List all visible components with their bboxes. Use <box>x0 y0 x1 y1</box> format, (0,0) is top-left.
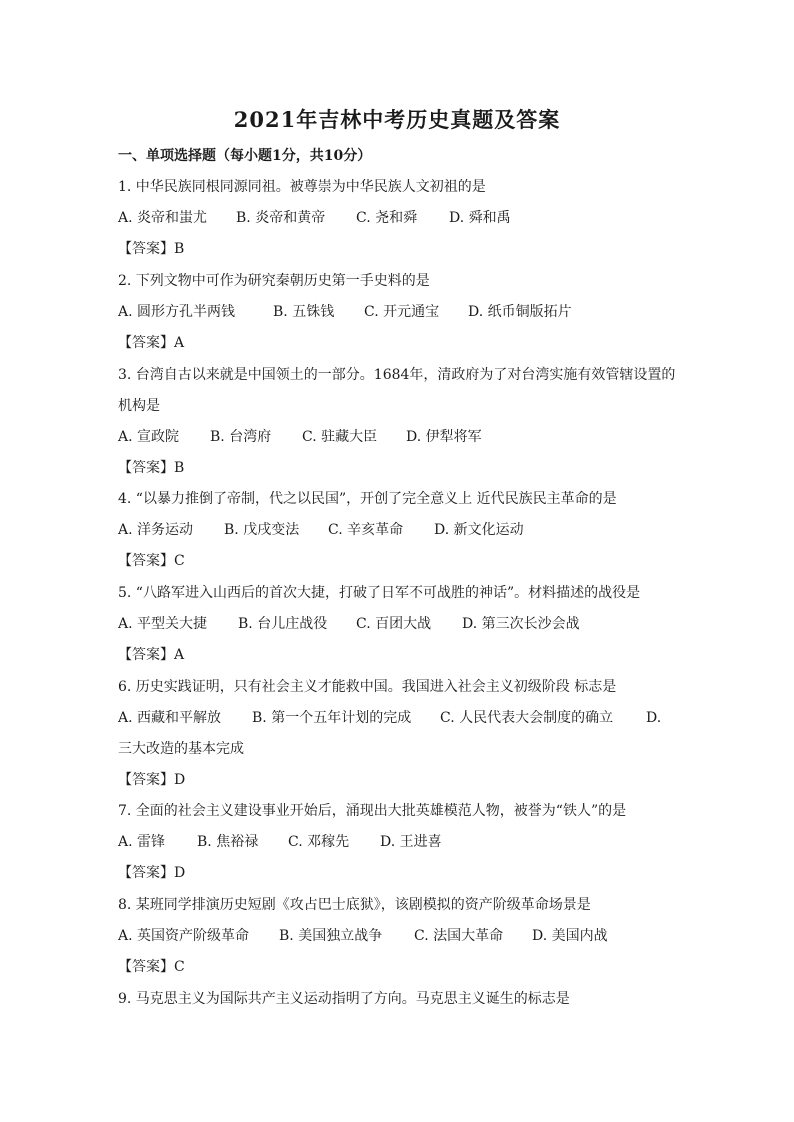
question-5-options <box>118 615 580 633</box>
option-a: A. 英国资产阶级革命 <box>118 928 250 944</box>
option-d: D. 纸币铜版拓片 <box>468 304 572 320</box>
question-3-options <box>118 428 482 446</box>
option-c: C. 百团大战 <box>356 616 432 632</box>
question-2-stem: 2. 下列文物中可作为研究秦朝历史第一手史料的是 <box>118 273 430 289</box>
question-5-stem: 5. “八路军进入山西后的首次大捷，打破了日军不可战胜的神话”。材料描述的战役是 <box>118 585 641 601</box>
answer-6: 【答案】D <box>118 772 186 788</box>
option-b: B. 五铢钱 <box>273 304 335 320</box>
answer-2: 【答案】A <box>118 335 185 351</box>
answer-7: 【答案】D <box>118 865 186 881</box>
option-b: B. 台儿庄战役 <box>238 616 328 632</box>
page-title: 2021年吉林中考历史真题及答案 <box>233 107 561 132</box>
question-2-options <box>118 303 572 321</box>
question-8-stem: 8. 某班同学排演历史短剧《攻占巴士底狱》，该剧模拟的资产阶级革命场景是 <box>118 897 591 913</box>
option-d: D. <box>646 710 662 726</box>
question-4-options <box>118 521 524 539</box>
option-a: A. 洋务运动 <box>118 522 194 538</box>
answer-5: 【答案】A <box>118 647 185 663</box>
section-heading: 一、单项选择题（每小题1分，共10分） <box>118 148 372 164</box>
option-c: C. 尧和舜 <box>356 210 418 226</box>
option-b: B. 炎帝和黄帝 <box>236 210 326 226</box>
option-b: B. 美国独立战争 <box>279 928 383 944</box>
option-b: B. 焦裕禄 <box>197 834 259 850</box>
question-3-stem: 3. 台湾自古以来就是中国领土的一部分。1684年，清政府为了对台湾实施有效管辖设置的 <box>118 367 676 383</box>
option-d: D. 新文化运动 <box>434 522 524 538</box>
option-b: B. 台湾府 <box>210 429 272 445</box>
option-c: C. 驻藏大臣 <box>302 429 378 445</box>
answer-1: 【答案】B <box>118 241 185 257</box>
option-d: D. 美国内战 <box>532 928 608 944</box>
answer-3: 【答案】B <box>118 460 185 476</box>
option-c: C. 辛亥革命 <box>328 522 404 538</box>
option-c: C. 邓稼先 <box>288 834 350 850</box>
option-c: C. 人民代表大会制度的确立 <box>440 710 614 726</box>
option-d: D. 舜和禹 <box>449 210 511 226</box>
option-a: A. 圆形方孔半两钱 <box>118 304 236 320</box>
option-b: B. 戊戌变法 <box>224 522 300 538</box>
question-6-options-cont: 三大改造的基本完成 <box>118 741 244 757</box>
question-1-stem: 1. 中华民族同根同源同祖。被尊崇为中华民族人文初祖的是 <box>118 179 486 195</box>
question-6-stem: 6. 历史实践证明，只有社会主义才能救中国。我国进入社会主义初级阶段 标志是 <box>118 679 617 695</box>
question-8-options <box>118 927 608 945</box>
option-a: A. 平型关大捷 <box>118 616 208 632</box>
question-7-options <box>118 833 442 851</box>
answer-8: 【答案】C <box>118 959 185 975</box>
option-a: A. 雷锋 <box>118 834 166 850</box>
option-c: C. 开元通宝 <box>364 304 440 320</box>
option-c: C. 法国大革命 <box>414 928 504 944</box>
answer-4: 【答案】C <box>118 553 185 569</box>
question-7-stem: 7. 全面的社会主义建设事业开始后，涌现出大批英雄模范人物，被誉为“铁人”的是 <box>118 803 627 819</box>
option-d: D. 伊犁将军 <box>406 429 482 445</box>
option-a: A. 西藏和平解放 <box>118 710 222 726</box>
option-b: B. 第一个五年计划的完成 <box>252 710 412 726</box>
question-4-stem: 4. “以暴力推倒了帝制，代之以民国”，开创了完全意义上 近代民族民主革命的是 <box>118 491 617 507</box>
question-6-options <box>118 709 662 727</box>
question-1-options <box>118 209 511 227</box>
option-d: D. 第三次长沙会战 <box>462 616 580 632</box>
option-a: A. 宣政院 <box>118 429 180 445</box>
question-3-stem-cont: 机构是 <box>118 398 160 414</box>
option-a: A. 炎帝和蚩尤 <box>118 210 208 226</box>
option-d: D. 王进喜 <box>380 834 442 850</box>
question-9-stem: 9. 马克思主义为国际共产主义运动指明了方向。马克思主义诞生的标志是 <box>118 991 570 1007</box>
